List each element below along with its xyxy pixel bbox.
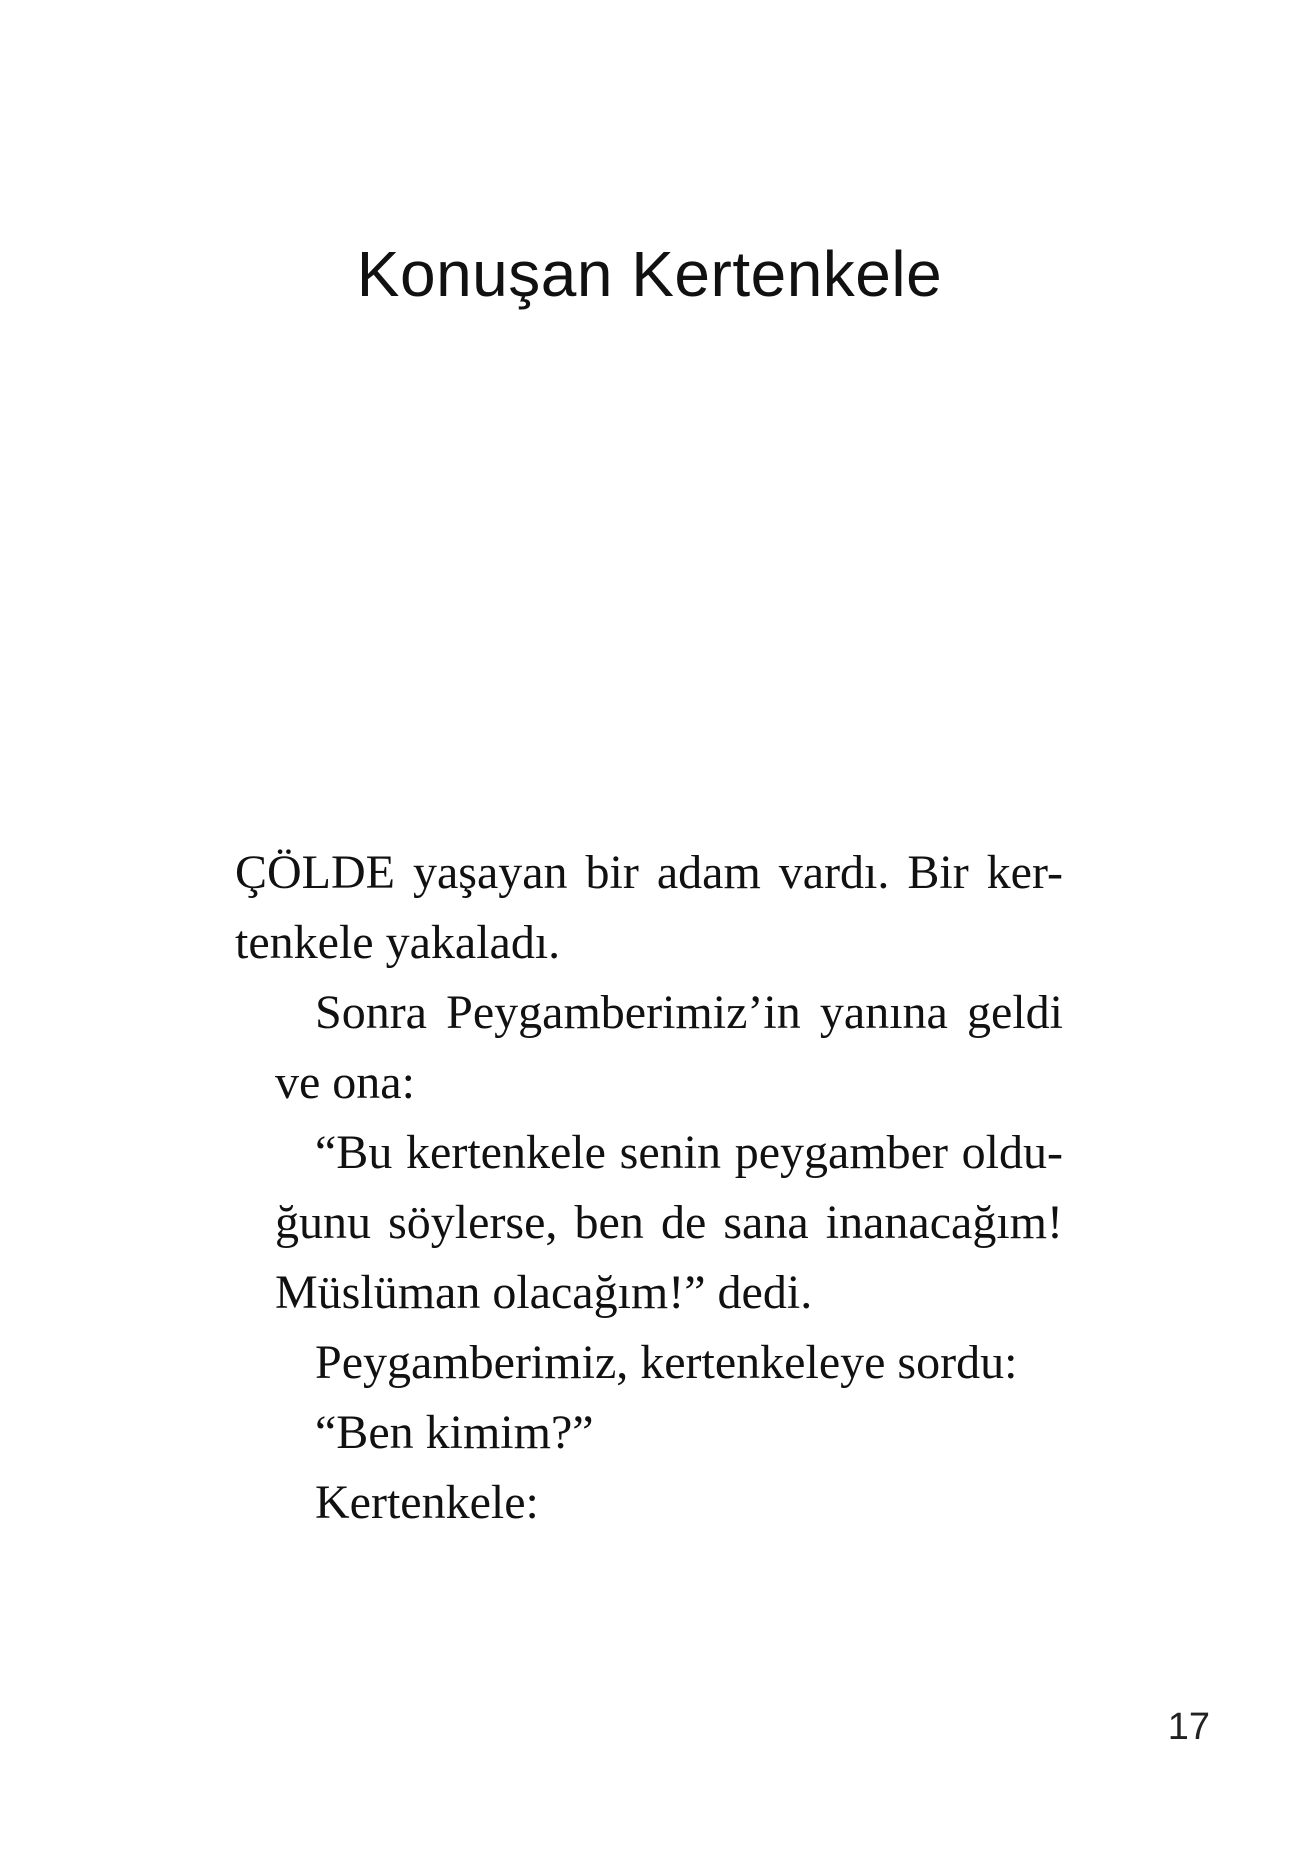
text-line: Peygamberimiz, kertenkeleye sordu: [315, 1336, 1018, 1389]
page-number: 17 [1167, 1706, 1210, 1748]
paragraph [235, 1328, 1063, 1398]
text-line: ve ona: [275, 1056, 415, 1109]
paragraph [235, 1398, 1063, 1468]
text-line: tenkele yakaladı. [235, 916, 561, 969]
text-line: Müslüman olacağım!” dedi. [275, 1266, 813, 1319]
text-line: ÇÖLDE yaşayan bir adam vardı. Bir ker- [235, 846, 1063, 899]
text-line: Sonra Peygamberimiz’in yanına geldi [315, 986, 1063, 1039]
text-line: “Bu kertenkele senin peygamber oldu- [315, 1126, 1063, 1179]
paragraph [235, 1468, 1063, 1538]
text-line: Kertenkele: [315, 1476, 539, 1529]
story-body [235, 838, 1063, 1538]
page-title: Konuşan Kertenkele [356, 238, 943, 310]
text-line: “Ben kimim?” [315, 1406, 594, 1459]
paragraph [235, 1118, 1063, 1328]
paragraph [235, 838, 1063, 978]
paragraph [235, 978, 1063, 1118]
text-line: ğunu söylerse, ben de sana inanacağım! [275, 1196, 1063, 1249]
